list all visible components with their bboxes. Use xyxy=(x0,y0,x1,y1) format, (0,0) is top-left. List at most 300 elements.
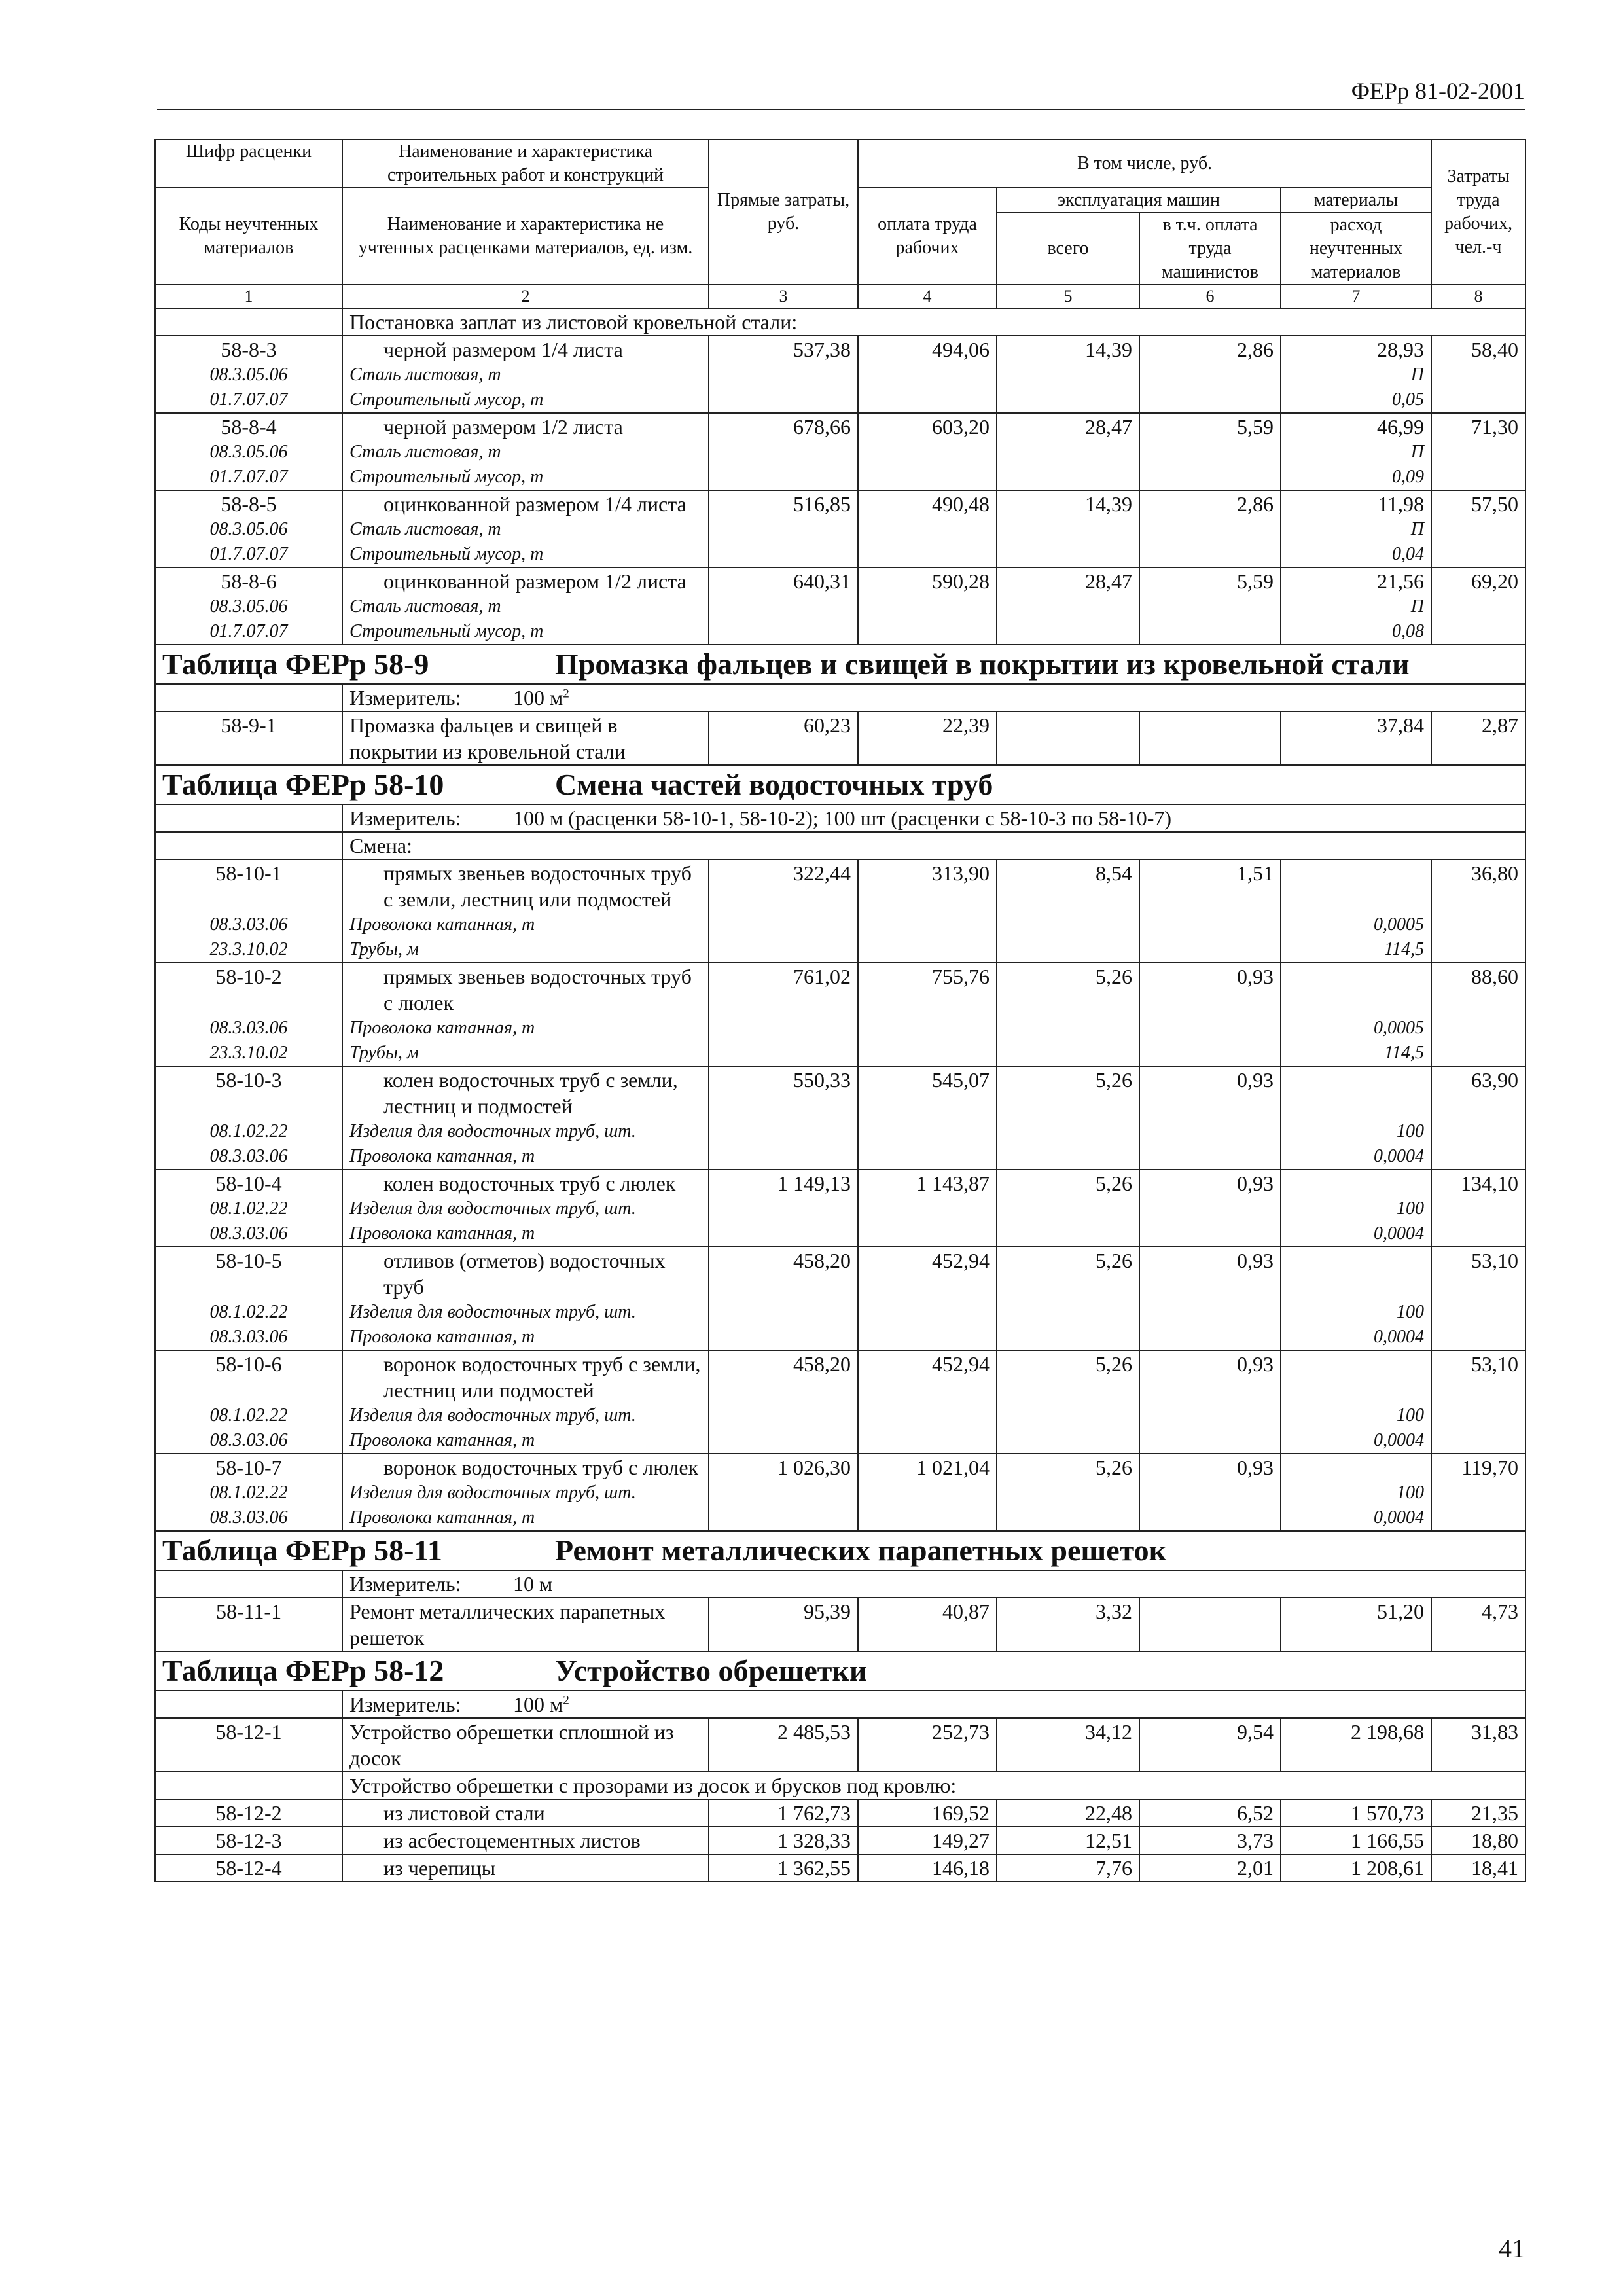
material-quantity: П xyxy=(1410,365,1425,385)
material-cost-cell xyxy=(1281,1066,1431,1170)
table-name: Смена частей водосточных труб xyxy=(555,768,993,801)
meter-label: Измеритель: xyxy=(349,806,461,830)
material-quantity: 114,5 xyxy=(1384,939,1425,960)
rate-code: 58-9-1 xyxy=(221,713,277,737)
labor-hours: 4,73 xyxy=(1431,1598,1525,1651)
material-quantity: П xyxy=(1410,442,1425,462)
direct-costs: 537,38 xyxy=(709,336,858,413)
machinist-pay: 0,93 xyxy=(1139,1170,1281,1247)
direct-costs: 60,23 xyxy=(709,711,858,765)
material-quantity: 100 xyxy=(1397,1405,1425,1426)
labor-hours: 69,20 xyxy=(1431,567,1525,645)
material-name: Проволока катанная, т xyxy=(349,1430,535,1450)
machines-total: 8,54 xyxy=(997,859,1139,963)
empty-cell xyxy=(155,832,342,859)
table-row xyxy=(155,1066,1525,1170)
direct-costs: 1 762,73 xyxy=(709,1799,858,1827)
material-cost: 51,20 xyxy=(1377,1600,1425,1623)
rate-name-cell xyxy=(342,567,709,645)
machines-total: 28,47 xyxy=(997,413,1139,490)
material-cost-cell xyxy=(1281,413,1431,490)
direct-costs: 2 485,53 xyxy=(709,1718,858,1772)
rate-code-cell xyxy=(155,336,342,413)
rate-code: 58-8-4 xyxy=(221,415,277,439)
column-number: 2 xyxy=(342,285,709,308)
material-cost xyxy=(1288,963,1424,1016)
labor-pay: 494,06 xyxy=(858,336,997,413)
material-quantity: 0,04 xyxy=(1392,544,1425,564)
header-labor-pay: оплата труда рабочих xyxy=(858,188,997,285)
rate-name: Промазка фальцев и свищей в покрытии из кровельной стали xyxy=(349,713,626,763)
machinist-pay: 0,93 xyxy=(1139,1066,1281,1170)
subheading-text: Смена: xyxy=(342,832,1525,859)
labor-hours: 58,40 xyxy=(1431,336,1525,413)
rate-name: отливов (отметов) водосточных труб xyxy=(383,1249,666,1299)
machines-total: 5,26 xyxy=(997,1170,1139,1247)
machinist-pay: 0,93 xyxy=(1139,963,1281,1066)
machinist-pay: 0,93 xyxy=(1139,1247,1281,1350)
material-name: Проволока катанная, т xyxy=(349,1507,535,1528)
rate-name-cell xyxy=(342,1247,709,1350)
rate-code: 58-11-1 xyxy=(215,1600,282,1623)
rate-name-cell xyxy=(342,1827,709,1854)
material-cost xyxy=(1288,1247,1424,1300)
rate-name: колен водосточных труб с люлек xyxy=(383,1172,676,1195)
meter-cell xyxy=(342,1691,1525,1718)
rate-code-cell xyxy=(155,490,342,567)
rate-name-cell xyxy=(342,1066,709,1170)
rate-code: 58-12-2 xyxy=(215,1801,282,1825)
labor-pay: 252,73 xyxy=(858,1718,997,1772)
meter-value: 100 м (расценки 58-10-1, 58-10-2); 100 шт (расценки с 58-10-3 по 58-10-7) xyxy=(513,806,1172,830)
meter-value: 10 м xyxy=(513,1572,553,1596)
rate-code: 58-10-1 xyxy=(215,861,282,885)
material-code: 08.3.03.06 xyxy=(209,914,288,935)
empty-cell xyxy=(155,1772,342,1799)
material-name: Изделия для водосточных труб, шт. xyxy=(349,1198,636,1219)
material-name: Трубы, м xyxy=(349,939,419,960)
column-number: 8 xyxy=(1431,285,1525,308)
table-title-row xyxy=(155,1531,1525,1570)
material-name: Строительный мусор, т xyxy=(349,621,544,641)
rate-name: воронок водосточных труб с земли, лестниц или подмостей xyxy=(383,1352,701,1402)
material-cost-cell xyxy=(1281,1247,1431,1350)
table-row xyxy=(155,1350,1525,1454)
meter-row xyxy=(155,1691,1525,1718)
material-quantity: 0,05 xyxy=(1392,389,1425,410)
machines-total: 5,26 xyxy=(997,1454,1139,1531)
material-cost-cell xyxy=(1281,963,1431,1066)
table-title-row xyxy=(155,1651,1525,1691)
material-cost-cell xyxy=(1281,1598,1431,1651)
material-code: 08.3.03.06 xyxy=(209,1223,288,1244)
material-quantity: 0,0005 xyxy=(1374,1018,1425,1038)
material-code: 08.3.03.06 xyxy=(209,1146,288,1166)
material-cost-cell xyxy=(1281,711,1431,765)
rate-name-cell xyxy=(342,336,709,413)
table-row xyxy=(155,1718,1525,1772)
empty-cell xyxy=(155,684,342,711)
rate-code: 58-10-4 xyxy=(215,1172,282,1195)
material-cost-cell xyxy=(1281,567,1431,645)
table-title-row xyxy=(155,645,1525,684)
meter-value: 100 м xyxy=(513,1693,563,1716)
labor-hours: 57,50 xyxy=(1431,490,1525,567)
subheading-row xyxy=(155,308,1525,336)
machinist-pay: 0,93 xyxy=(1139,1454,1281,1531)
rate-code: 58-8-3 xyxy=(221,338,277,361)
header-machines: эксплуатация машин xyxy=(997,188,1281,213)
material-cost: 1 570,73 xyxy=(1351,1801,1425,1825)
direct-costs: 550,33 xyxy=(709,1066,858,1170)
rate-code-cell xyxy=(155,963,342,1066)
table-row xyxy=(155,711,1525,765)
table-name: Ремонт металлических парапетных решеток xyxy=(555,1534,1167,1567)
labor-pay: 149,27 xyxy=(858,1827,997,1854)
direct-costs: 1 328,33 xyxy=(709,1827,858,1854)
header-materials: материалы xyxy=(1281,188,1431,213)
table-row xyxy=(155,1170,1525,1247)
meter-unit-power: 2 xyxy=(563,1693,569,1708)
table-row xyxy=(155,1799,1525,1827)
labor-pay: 40,87 xyxy=(858,1598,997,1651)
material-cost: 28,93 xyxy=(1377,338,1425,361)
table-row xyxy=(155,859,1525,963)
direct-costs: 761,02 xyxy=(709,963,858,1066)
machines-total: 3,32 xyxy=(997,1598,1139,1651)
meter-row xyxy=(155,804,1525,832)
meter-label: Измеритель: xyxy=(349,1693,461,1716)
rate-name-cell xyxy=(342,1854,709,1882)
column-number: 5 xyxy=(997,285,1139,308)
header-name: Наименование и характеристика строительных работ и конструкций xyxy=(342,139,709,188)
rate-name-cell xyxy=(342,1454,709,1531)
empty-cell xyxy=(155,1691,342,1718)
material-cost-cell xyxy=(1281,1718,1431,1772)
rate-name: из асбестоцементных листов xyxy=(383,1829,641,1852)
rate-name-cell xyxy=(342,859,709,963)
direct-costs: 678,66 xyxy=(709,413,858,490)
material-code: 08.1.02.22 xyxy=(209,1302,288,1322)
machines-total: 5,26 xyxy=(997,963,1139,1066)
material-cost-cell xyxy=(1281,1454,1431,1531)
header-material-names: Наименование и характеристика не учтенных расценками материалов, ед. изм. xyxy=(342,188,709,285)
rate-code-cell xyxy=(155,1718,342,1772)
material-name: Проволока катанная, т xyxy=(349,1327,535,1347)
direct-costs: 322,44 xyxy=(709,859,858,963)
material-cost-cell xyxy=(1281,336,1431,413)
page-number: 41 xyxy=(1499,2234,1525,2263)
subheading-text: Устройство обрешетки с прозорами из досок и брусков под кровлю: xyxy=(342,1772,1525,1799)
material-cost-cell xyxy=(1281,490,1431,567)
material-cost xyxy=(1288,1454,1424,1480)
header-code: Шифр расценки xyxy=(155,139,342,188)
material-cost-cell xyxy=(1281,1799,1431,1827)
column-number: 4 xyxy=(858,285,997,308)
header-rule xyxy=(157,109,1525,110)
empty-cell xyxy=(155,1570,342,1598)
table-title xyxy=(155,1651,1525,1691)
rate-name: Устройство обрешетки сплошной из досок xyxy=(349,1720,674,1770)
machines-total: 5,26 xyxy=(997,1350,1139,1454)
material-name: Изделия для водосточных труб, шт. xyxy=(349,1302,636,1322)
machinist-pay xyxy=(1139,711,1281,765)
labor-hours: 2,87 xyxy=(1431,711,1525,765)
rate-code-cell xyxy=(155,413,342,490)
machinist-pay: 9,54 xyxy=(1139,1718,1281,1772)
labor-pay: 22,39 xyxy=(858,711,997,765)
material-quantity: П xyxy=(1410,596,1425,617)
labor-hours: 134,10 xyxy=(1431,1170,1525,1247)
rate-code-cell xyxy=(155,1247,342,1350)
rate-code-cell xyxy=(155,711,342,765)
material-quantity: 100 xyxy=(1397,1302,1425,1322)
rate-name-cell xyxy=(342,1170,709,1247)
table-row xyxy=(155,413,1525,490)
labor-pay: 490,48 xyxy=(858,490,997,567)
material-cost: 11,98 xyxy=(1378,492,1425,516)
table-row xyxy=(155,1247,1525,1350)
rate-name: оцинкованной размером 1/4 листа xyxy=(383,492,687,516)
material-quantity: 0,0004 xyxy=(1374,1223,1425,1244)
subheading-row xyxy=(155,832,1525,859)
table-row xyxy=(155,336,1525,413)
rate-code-cell xyxy=(155,1170,342,1247)
machinist-pay: 6,52 xyxy=(1139,1799,1281,1827)
rate-code: 58-12-4 xyxy=(215,1856,282,1880)
labor-pay: 1 021,04 xyxy=(858,1454,997,1531)
meter-row xyxy=(155,1570,1525,1598)
direct-costs: 640,31 xyxy=(709,567,858,645)
rate-name: из черепицы xyxy=(383,1856,496,1880)
header-material-codes: Коды неучтенных материалов xyxy=(155,188,342,285)
material-cost: 21,56 xyxy=(1377,569,1425,593)
material-cost xyxy=(1288,1351,1424,1403)
machinist-pay xyxy=(1139,1598,1281,1651)
table-row xyxy=(155,490,1525,567)
header-material-use: расход неучтенных материалов xyxy=(1281,213,1431,285)
rate-code: 58-10-5 xyxy=(215,1249,282,1272)
labor-pay: 313,90 xyxy=(858,859,997,963)
material-code: 08.3.05.06 xyxy=(209,365,288,385)
material-quantity: 0,0004 xyxy=(1374,1327,1425,1347)
machines-total: 5,26 xyxy=(997,1247,1139,1350)
material-code: 01.7.07.07 xyxy=(209,389,288,410)
table-row xyxy=(155,1598,1525,1651)
machines-total xyxy=(997,711,1139,765)
direct-costs: 458,20 xyxy=(709,1247,858,1350)
column-number: 3 xyxy=(709,285,858,308)
meter-cell xyxy=(342,684,1525,711)
material-name: Строительный мусор, т xyxy=(349,544,544,564)
material-name: Сталь листовая, т xyxy=(349,519,501,539)
rate-name-cell xyxy=(342,1799,709,1827)
material-name: Сталь листовая, т xyxy=(349,596,501,617)
material-name: Изделия для водосточных труб, шт. xyxy=(349,1405,636,1426)
direct-costs: 1 026,30 xyxy=(709,1454,858,1531)
material-quantity: 0,0005 xyxy=(1374,914,1425,935)
machinist-pay: 2,01 xyxy=(1139,1854,1281,1882)
rate-name: оцинкованной размером 1/2 листа xyxy=(383,569,687,593)
table-number: Таблица ФЕРр 58-9 xyxy=(162,647,429,681)
rate-name: колен водосточных труб с земли, лестниц и подмостей xyxy=(383,1068,678,1118)
material-cost-cell xyxy=(1281,1827,1431,1854)
labor-pay: 146,18 xyxy=(858,1854,997,1882)
table-number: Таблица ФЕРр 58-12 xyxy=(162,1654,444,1687)
machines-total: 28,47 xyxy=(997,567,1139,645)
rate-name: черной размером 1/4 листа xyxy=(383,338,623,361)
rate-code-cell xyxy=(155,859,342,963)
rate-name: из листовой стали xyxy=(383,1801,545,1825)
material-cost: 46,99 xyxy=(1377,415,1425,439)
machines-total: 14,39 xyxy=(997,490,1139,567)
table-row xyxy=(155,1454,1525,1531)
rate-name: прямых звеньев водосточных труб с люлек xyxy=(383,965,692,1014)
labor-pay: 169,52 xyxy=(858,1799,997,1827)
table-number: Таблица ФЕРр 58-11 xyxy=(162,1534,442,1567)
labor-pay: 452,94 xyxy=(858,1247,997,1350)
material-code: 08.1.02.22 xyxy=(209,1198,288,1219)
rates-table xyxy=(154,139,1526,1882)
header-machines-total: всего xyxy=(997,213,1139,285)
material-code: 08.1.02.22 xyxy=(209,1482,288,1503)
meter-cell xyxy=(342,804,1525,832)
meter-label: Измеритель: xyxy=(349,1572,461,1596)
machinist-pay: 5,59 xyxy=(1139,413,1281,490)
rate-code-cell xyxy=(155,1854,342,1882)
direct-costs: 1 149,13 xyxy=(709,1170,858,1247)
table-row xyxy=(155,1827,1525,1854)
labor-pay: 603,20 xyxy=(858,413,997,490)
material-cost xyxy=(1288,860,1424,912)
rate-code: 58-12-3 xyxy=(215,1829,282,1852)
rate-name-cell xyxy=(342,711,709,765)
header-direct-costs: Прямые затраты, руб. xyxy=(709,139,858,285)
material-cost: 37,84 xyxy=(1377,713,1425,737)
material-code: 01.7.07.07 xyxy=(209,621,288,641)
rate-code-cell xyxy=(155,1350,342,1454)
material-quantity: П xyxy=(1410,519,1425,539)
meter-cell xyxy=(342,1570,1525,1598)
meter-value: 100 м xyxy=(513,686,563,709)
labor-hours: 31,83 xyxy=(1431,1718,1525,1772)
labor-hours: 71,30 xyxy=(1431,413,1525,490)
material-code: 01.7.07.07 xyxy=(209,467,288,487)
material-code: 01.7.07.07 xyxy=(209,544,288,564)
material-name: Проволока катанная, т xyxy=(349,1223,535,1244)
labor-hours: 119,70 xyxy=(1431,1454,1525,1531)
material-name: Сталь листовая, т xyxy=(349,442,501,462)
rate-code: 58-8-6 xyxy=(221,569,277,593)
labor-pay: 1 143,87 xyxy=(858,1170,997,1247)
machines-total: 14,39 xyxy=(997,336,1139,413)
rate-name: черной размером 1/2 листа xyxy=(383,415,623,439)
material-code: 08.3.03.06 xyxy=(209,1327,288,1347)
material-code: 08.3.05.06 xyxy=(209,519,288,539)
labor-hours: 21,35 xyxy=(1431,1799,1525,1827)
material-quantity: 114,5 xyxy=(1384,1043,1425,1063)
material-name: Проволока катанная, т xyxy=(349,1018,535,1038)
material-code: 08.3.03.06 xyxy=(209,1018,288,1038)
labor-pay: 452,94 xyxy=(858,1350,997,1454)
rate-name-cell xyxy=(342,963,709,1066)
rate-code-cell xyxy=(155,1827,342,1854)
material-cost-cell xyxy=(1281,1854,1431,1882)
column-number-row xyxy=(155,285,1525,308)
header-group: В том числе, руб. xyxy=(858,139,1431,188)
material-cost-cell xyxy=(1281,1170,1431,1247)
rate-name-cell xyxy=(342,413,709,490)
document-code: ФЕРр 81-02-2001 xyxy=(1351,78,1525,104)
table-title xyxy=(155,1531,1525,1570)
material-code: 08.1.02.22 xyxy=(209,1405,288,1426)
material-name: Изделия для водосточных труб, шт. xyxy=(349,1121,636,1141)
material-quantity: 100 xyxy=(1397,1482,1425,1503)
table-row xyxy=(155,567,1525,645)
material-code: 08.3.03.06 xyxy=(209,1507,288,1528)
table-title-row xyxy=(155,765,1525,804)
meter-unit-power: 2 xyxy=(563,687,569,701)
labor-hours: 88,60 xyxy=(1431,963,1525,1066)
material-quantity: 0,0004 xyxy=(1374,1146,1425,1166)
rate-name: воронок водосточных труб с люлек xyxy=(383,1456,699,1479)
rate-code: 58-12-1 xyxy=(215,1720,282,1744)
material-quantity: 0,09 xyxy=(1392,467,1425,487)
machines-total: 12,51 xyxy=(997,1827,1139,1854)
rate-code-cell xyxy=(155,1066,342,1170)
material-name: Проволока катанная, т xyxy=(349,914,535,935)
table-title xyxy=(155,765,1525,804)
material-code: 23.3.10.02 xyxy=(209,1043,288,1063)
table-name: Промазка фальцев и свищей в покрытии из кровельной стали xyxy=(555,647,1410,681)
machinist-pay: 1,51 xyxy=(1139,859,1281,963)
rate-code: 58-10-2 xyxy=(215,965,282,988)
direct-costs: 516,85 xyxy=(709,490,858,567)
material-name: Трубы, м xyxy=(349,1043,419,1063)
labor-hours: 18,41 xyxy=(1431,1854,1525,1882)
material-code: 08.3.05.06 xyxy=(209,442,288,462)
labor-hours: 53,10 xyxy=(1431,1350,1525,1454)
material-quantity: 100 xyxy=(1397,1198,1425,1219)
table-number: Таблица ФЕРр 58-10 xyxy=(162,768,444,801)
rate-code-cell xyxy=(155,1799,342,1827)
direct-costs: 458,20 xyxy=(709,1350,858,1454)
direct-costs: 1 362,55 xyxy=(709,1854,858,1882)
material-name: Сталь листовая, т xyxy=(349,365,501,385)
labor-pay: 545,07 xyxy=(858,1066,997,1170)
rate-code-cell xyxy=(155,567,342,645)
machinist-pay: 3,73 xyxy=(1139,1827,1281,1854)
labor-pay: 590,28 xyxy=(858,567,997,645)
material-name: Проволока катанная, т xyxy=(349,1146,535,1166)
meter-label: Измеритель: xyxy=(349,686,461,709)
material-code: 08.1.02.22 xyxy=(209,1121,288,1141)
direct-costs: 95,39 xyxy=(709,1598,858,1651)
empty-cell xyxy=(155,804,342,832)
material-cost: 2 198,68 xyxy=(1351,1720,1425,1744)
labor-hours: 18,80 xyxy=(1431,1827,1525,1854)
rate-code: 58-10-3 xyxy=(215,1068,282,1092)
machinist-pay: 2,86 xyxy=(1139,490,1281,567)
material-cost-cell xyxy=(1281,1350,1431,1454)
rate-name-cell xyxy=(342,1718,709,1772)
material-code: 23.3.10.02 xyxy=(209,939,288,960)
column-number: 7 xyxy=(1281,285,1431,308)
material-code: 08.3.05.06 xyxy=(209,596,288,617)
material-name: Изделия для водосточных труб, шт. xyxy=(349,1482,636,1503)
machinist-pay: 5,59 xyxy=(1139,567,1281,645)
rate-name-cell xyxy=(342,490,709,567)
